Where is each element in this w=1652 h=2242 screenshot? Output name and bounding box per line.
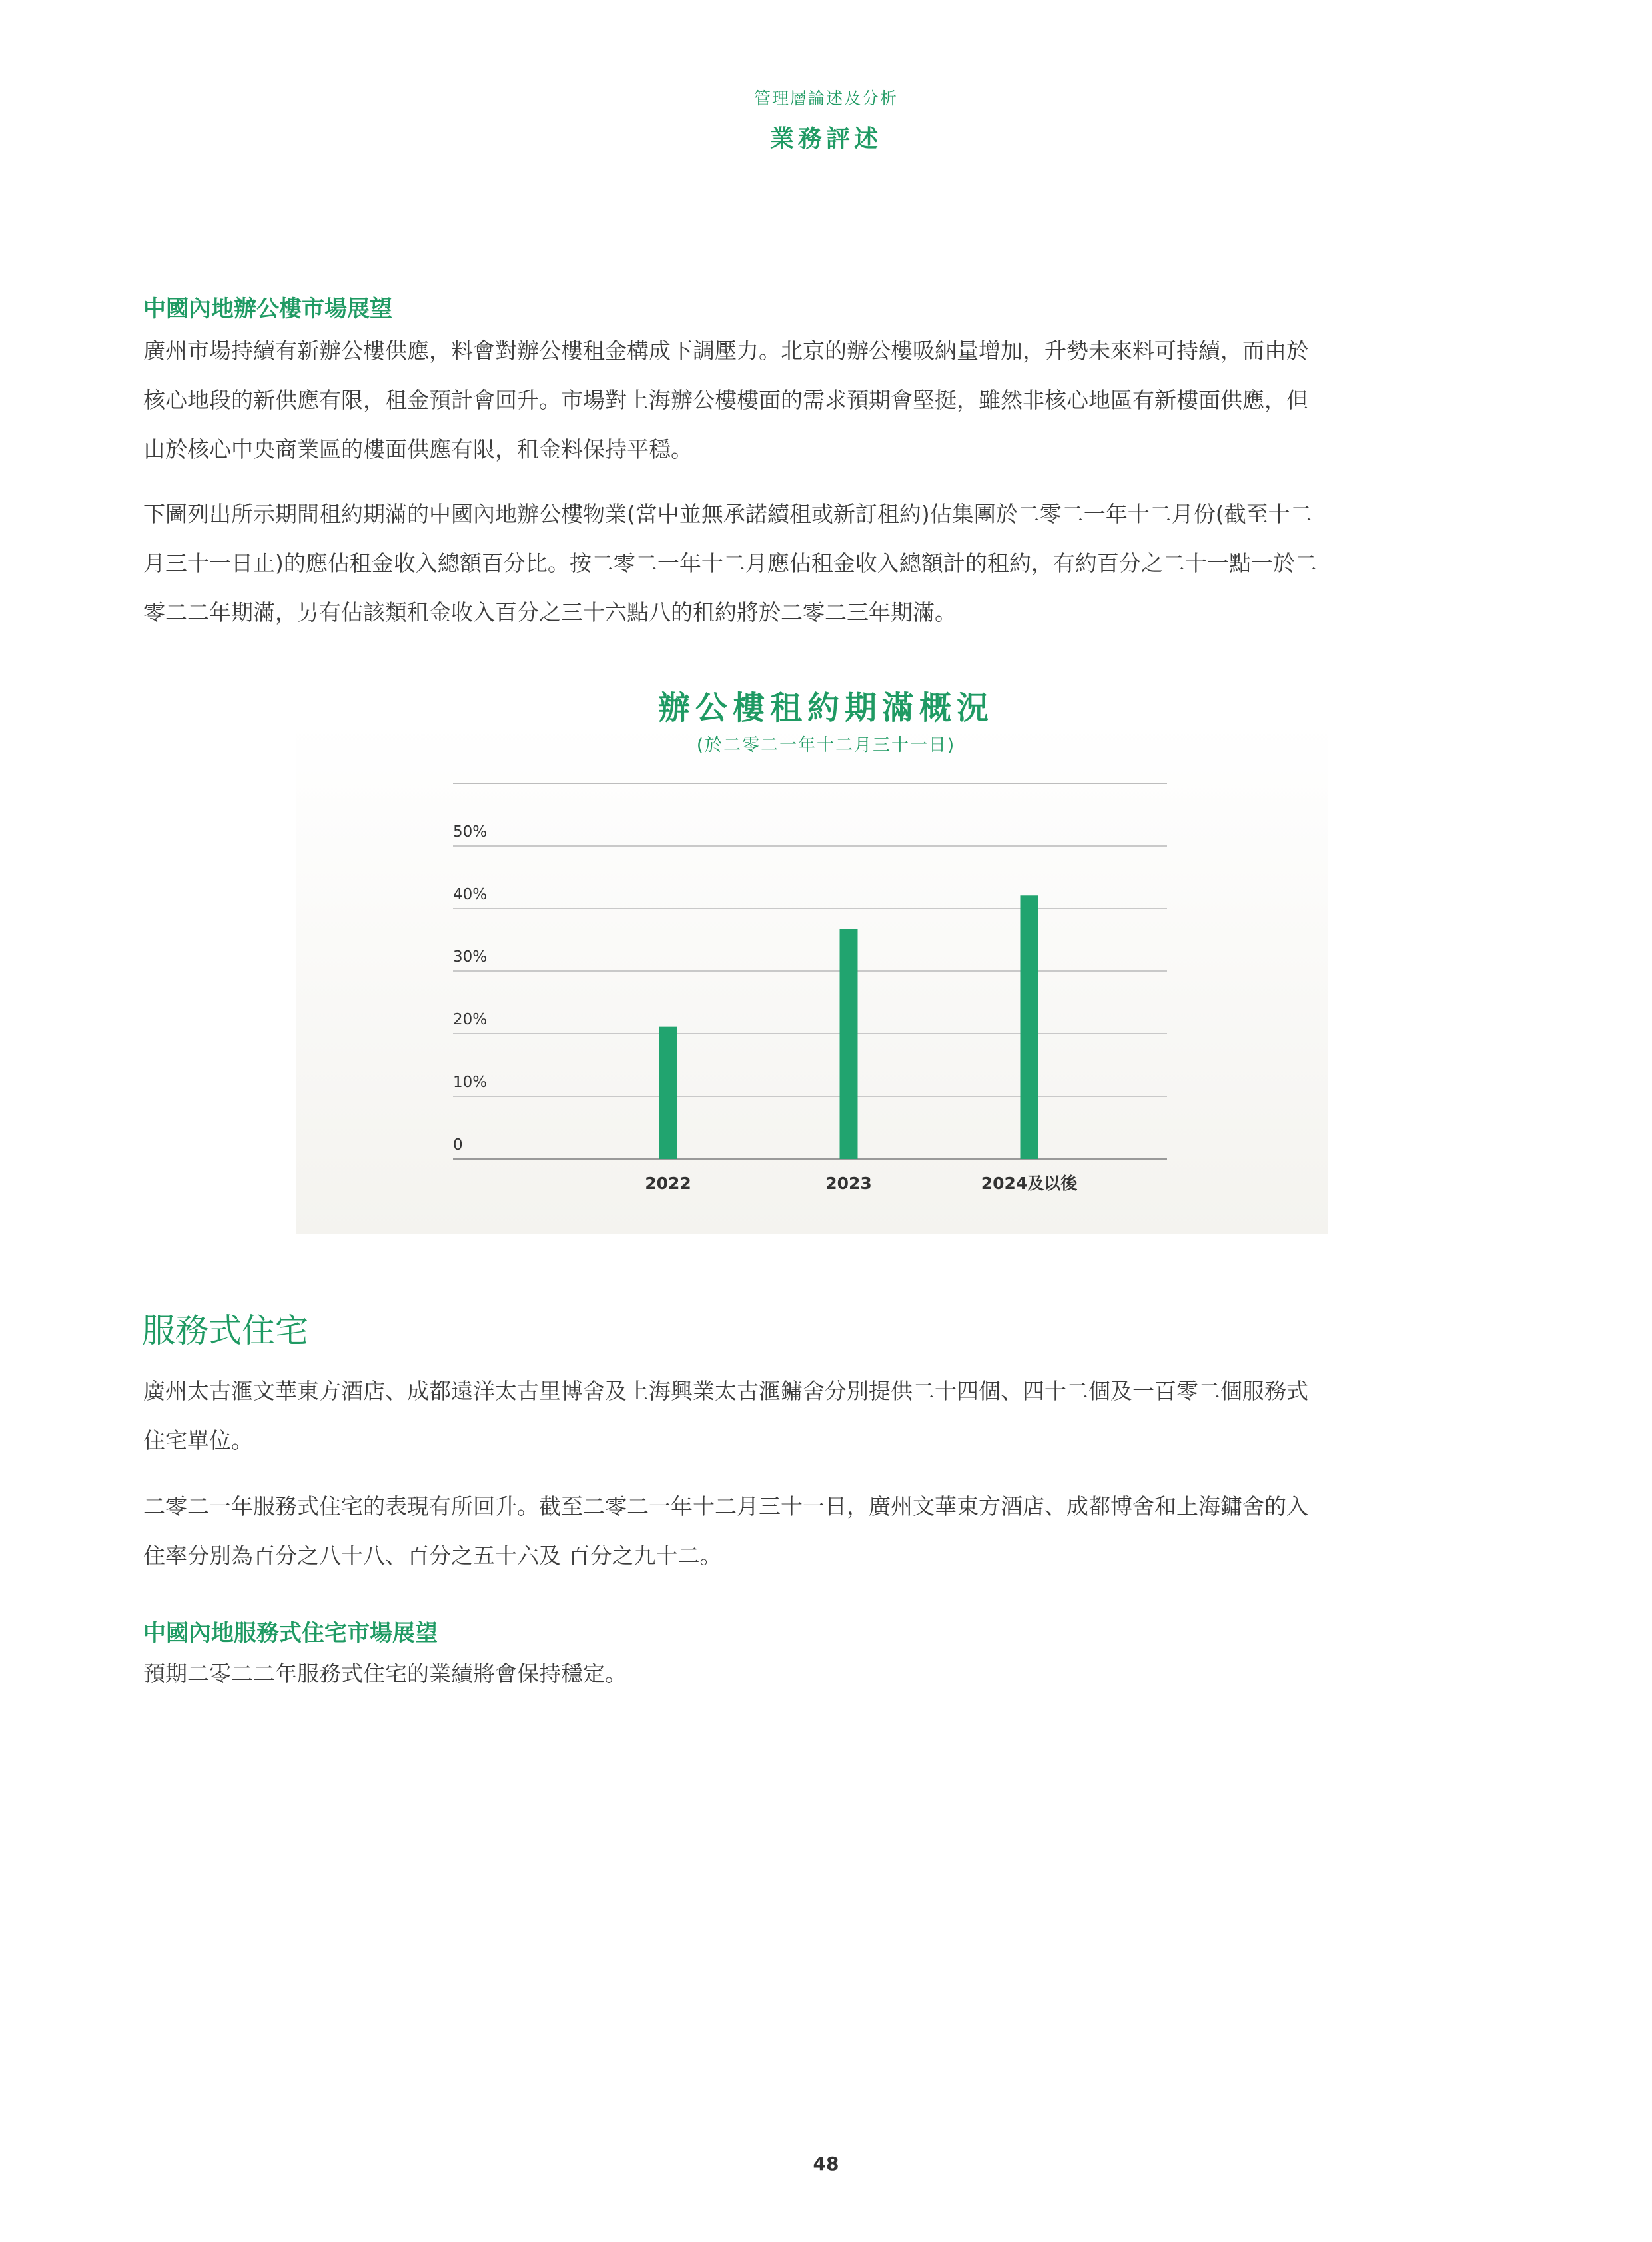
text-line: 住率分別為百分之八十八、百分之五十六及 百分之九十二。 (143, 1543, 722, 1569)
bar (1021, 895, 1038, 1159)
text-line: 二零二一年服務式住宅的表現有所回升。截至二零二一年十二月三十一日，廣州文華東方酒店、成都博舍和上海鏞舍的入 (143, 1493, 1308, 1519)
bar (659, 1027, 677, 1159)
chart-title: 辦公樓租約期滿概況 (657, 689, 994, 727)
y-tick-label: 40% (453, 886, 488, 903)
serviced-apartments-heading: 服務式住宅 (142, 1311, 308, 1350)
serviced-paragraph-1 (143, 1367, 1489, 1465)
bar (840, 929, 858, 1159)
page-title: 業務評述 (769, 125, 882, 153)
y-tick-label: 50% (453, 823, 488, 841)
y-tick-label: 30% (453, 948, 488, 966)
office-outlook-heading: 中國內地辦公樓市場展望 (143, 296, 392, 322)
y-tick-label: 0 (453, 1136, 463, 1154)
text-line: 廣州太古滙文華東方酒店、成都遠洋太古里博舍及上海興業太古滙鏞舍分別提供二十四個、四十二個及一百零二個服務式 (143, 1378, 1308, 1404)
text-line: 零二二年期滿，另有佔該類租金收入百分之三十六點八的租約將於二零二三年期滿。 (143, 599, 957, 625)
y-tick-label: 20% (453, 1011, 488, 1028)
x-tick-label: 2022 (645, 1174, 691, 1193)
text-line: 預期二零二二年服務式住宅的業績將會保持穩定。 (143, 1661, 627, 1686)
text-line: 由於核心中央商業區的樓面供應有限，租金料保持平穩。 (143, 436, 693, 462)
chart-subtitle: (於二零二一年十二月三十一日) (696, 735, 956, 755)
text-line: 廣州市場持續有新辦公樓供應，料會對辦公樓租金構成下調壓力。北京的辦公樓吸納量增加，升勢未來料可持續，而由於 (143, 338, 1308, 364)
text-line: 月三十一日止)的應佔租金收入總額百分比。按二零二一年十二月應佔租金收入總額計的租約，有約百分之二十一點一於二 (143, 550, 1317, 576)
x-tick-label: 2024及以後 (981, 1174, 1078, 1193)
y-tick-label: 10% (453, 1074, 488, 1091)
text-line: 住宅單位。 (143, 1427, 253, 1453)
report-section-title: 管理層論述及分析 (753, 89, 898, 108)
page-number: 48 (813, 2153, 839, 2175)
text-line: 核心地段的新供應有限，租金預計會回升。市場對上海辦公樓樓面的需求預期會堅挺，雖然非核心地區有新樓面供應，但 (143, 387, 1308, 413)
serviced-outlook-heading: 中國內地服務式住宅市場展望 (143, 1620, 438, 1647)
x-tick-label: 2023 (825, 1174, 872, 1193)
text-line: 下圖列出所示期間租約期滿的中國內地辦公樓物業(當中並無承諾續租或新訂租約)佔集團於二零二一年十二月份(截至十二 (143, 501, 1312, 527)
serviced-paragraph-2 (143, 1482, 1489, 1581)
serviced-outlook-paragraph (143, 1649, 1489, 1698)
